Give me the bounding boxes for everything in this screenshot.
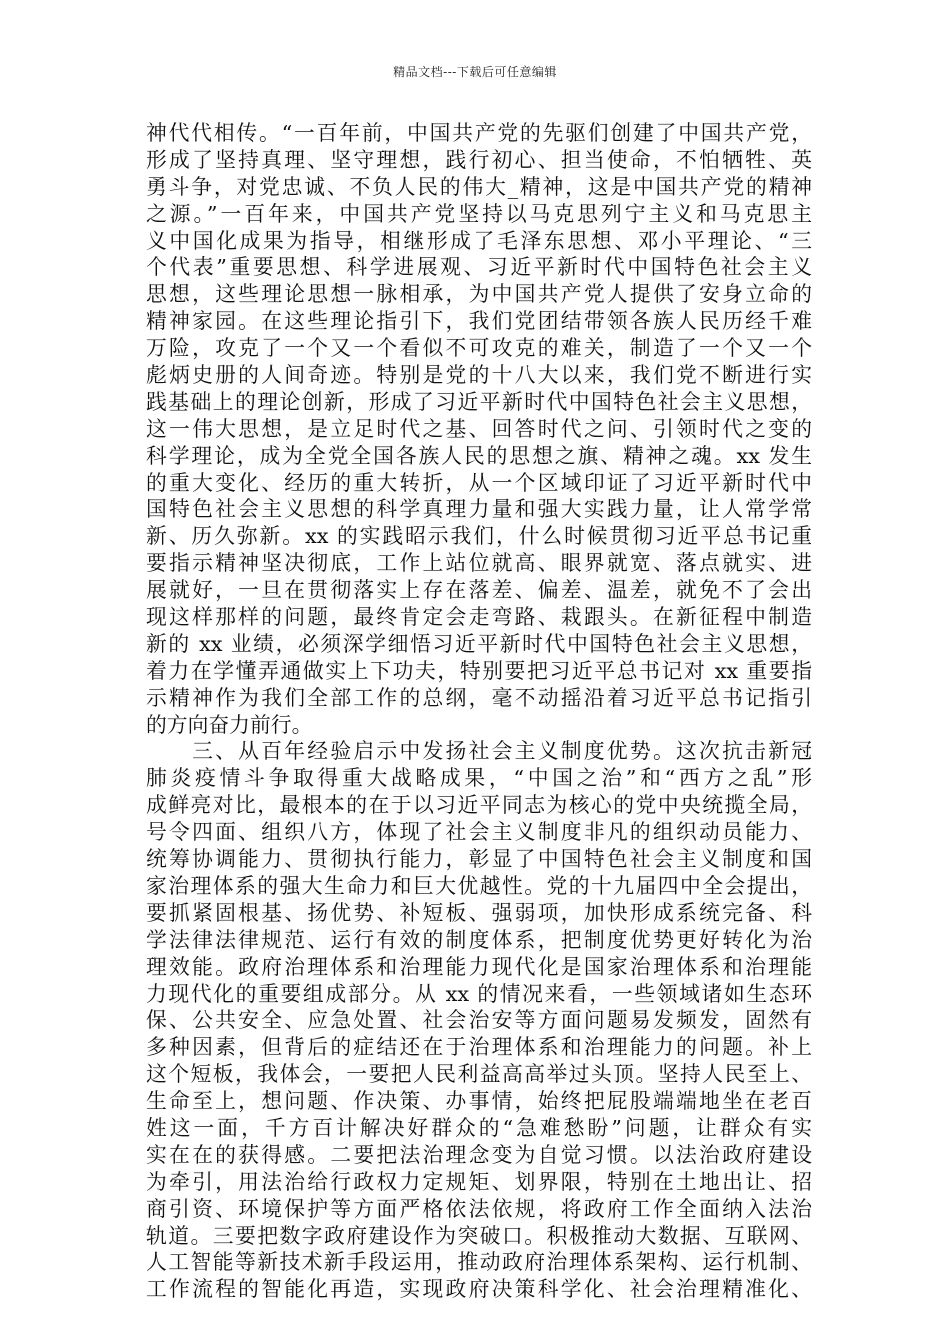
paragraph-end-line: 的方向奋力前行。 [146, 712, 313, 737]
body-line: 这一伟大思想，是立足时代之基、回答时代之问、引领时代之变的 [146, 416, 812, 441]
body-line: 人工智能等新技术新手段运用，推动政府治理体系架构、运行机制、 [146, 1250, 812, 1275]
body-line: 家治理体系的强大生命力和巨大优越性。党的十九届四中全会提出， [146, 873, 812, 898]
body-line: 精神家园。在这些理论指引下，我们党团结带领各族人民历经千难 [146, 309, 812, 334]
body-line: 科学理论，成为全党全国各族人民的思想之旗、精神之魂。xx 发生 [146, 443, 812, 468]
body-line: 之源。”一百年来，中国共产党坚持以马克思列宁主义和马克思主 [146, 201, 812, 226]
body-line: 要抓紧固根基、扬优势、补短板、强弱项，加快形成系统完备、科 [146, 900, 812, 925]
body-line: 的重大变化、经历的重大转折，从一个区域印证了习近平新时代中 [146, 470, 812, 495]
body-line: 力现代化的重要组成部分。从 xx 的情况来看，一些领域诸如生态环 [146, 981, 812, 1006]
body-line: 新、历久弥新。xx 的实践昭示我们，什么时候贯彻习近平总书记重 [146, 524, 812, 549]
body-line: 个代表”重要思想、科学进展观、习近平新时代中国特色社会主义 [146, 255, 812, 280]
body-line: 展就好，一旦在贯彻落实上存在落差、偏差、温差，就免不了会出 [146, 578, 812, 603]
body-line: 工作流程的智能化再造，实现政府决策科学化、社会治理精准化、 [146, 1277, 812, 1302]
body-line: 统筹协调能力、贯彻执行能力，彰显了中国特色社会主义制度和国 [146, 847, 812, 872]
page-header: 精品文档---下载后可任意编辑 [393, 65, 557, 79]
body-line: 万险，攻克了一个又一个看似不可攻克的难关，制造了一个又一个 [146, 336, 812, 361]
body-line: 学法律法律规范、运行有效的制度体系，把制度优势更好转化为治 [146, 927, 812, 952]
body-line: 要指示精神坚决彻底，工作上站位就高、眼界就宽、落点就实、进 [146, 551, 812, 576]
body-line: 商引资、环境保护等方面严格依法依规，将政府工作全面纳入法治 [146, 1196, 812, 1221]
body-line: 实在在的获得感。二要把法治理念变为自觉习惯。以法治政府建设 [146, 1142, 812, 1167]
body-line: 姓这一面，千方百计解决好群众的“急难愁盼”问题，让群众有实 [146, 1115, 812, 1140]
body-line: 号令四面、组织八方，体现了社会主义制度非凡的组织动员能力、 [146, 820, 812, 845]
section-three-opening-line: 三、从百年经验启示中发扬社会主义制度优势。这次抗击新冠 [146, 739, 812, 764]
body-line: 肺炎疫情斗争取得重大战略成果，“中国之治”和“西方之乱”形 [146, 766, 812, 791]
body-line: 轨道。三要把数字政府建设作为突破口。积极推动大数据、互联网、 [146, 1223, 812, 1248]
body-line: 这个短板，我体会，一要把人民利益高高举过头顶。坚持人民至上、 [146, 1062, 812, 1087]
body-line: 保、公共安全、应急处置、社会治安等方面问题易发频发，固然有 [146, 1008, 812, 1033]
body-line: 形成了坚持真理、坚守理想，践行初心、担当使命，不怕牺牲、英 [146, 147, 812, 172]
body-line: 多种因素，但背后的症结还在于治理体系和治理能力的问题。补上 [146, 1035, 812, 1060]
document-body [146, 120, 812, 1303]
body-line: 为牵引，用法治给行政权力定规矩、划界限，特别在土地出让、招 [146, 1169, 812, 1194]
body-line: 生命至上，想问题、作决策、办事情，始终把屁股端端地坐在老百 [146, 1089, 812, 1114]
body-line: 国特色社会主义思想的科学真理力量和强大实践力量，让人常学常 [146, 497, 812, 522]
body-line: 彪炳史册的人间奇迹。特别是党的十八大以来，我们党不断进行实 [146, 363, 812, 388]
body-line: 现这样那样的问题，最终肯定会走弯路、栽跟头。在新征程中制造 [146, 605, 812, 630]
body-line: 理效能。政府治理体系和治理能力现代化是国家治理体系和治理能 [146, 954, 812, 979]
body-line: 思想，这些理论思想一脉相承，为中国共产党人提供了安身立命的 [146, 282, 812, 307]
body-line: 神代代相传。“一百年前，中国共产党的先驱们创建了中国共产党， [146, 121, 812, 145]
body-line: 践基础上的理论创新，形成了习近平新时代中国特色社会主义思想， [146, 389, 812, 414]
body-line: 勇斗争，对党忠诚、不负人民的伟大_精神，这是中国共产党的精神 [146, 174, 812, 199]
body-line: 成鲜亮对比，最根本的在于以习近平同志为核心的党中央统揽全局， [146, 793, 812, 818]
body-line: 示精神作为我们全部工作的总纲，毫不动摇沿着习近平总书记指引 [146, 685, 812, 710]
body-line: 新的 xx 业绩，必须深学细悟习近平新时代中国特色社会主义思想， [146, 631, 812, 656]
body-line: 着力在学懂弄通做实上下功夫，特别要把习近平总书记对 xx 重要指 [146, 658, 812, 683]
body-line: 义中国化成果为指导，相继形成了毛泽东思想、邓小平理论、“三 [146, 228, 812, 253]
